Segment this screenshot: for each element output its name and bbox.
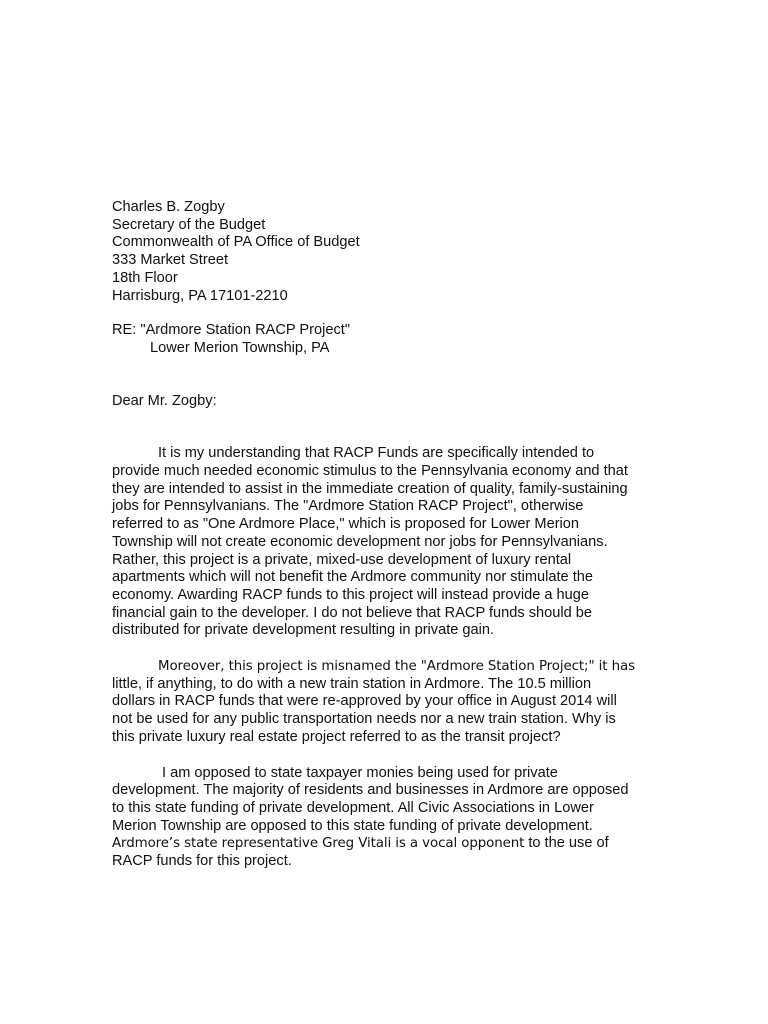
subject-title: RE: "Ardmore Station RACP Project" <box>112 322 351 339</box>
paragraph-line: RACP funds for this project. <box>112 853 292 870</box>
paragraph-line: financial gain to the developer. I do not believe that RACP funds should be <box>112 604 593 621</box>
paragraph-line-mixed <box>112 835 657 853</box>
letter-body <box>112 199 657 871</box>
paragraph-2 <box>112 658 657 747</box>
paragraph-line: dollars in RACP funds that were re-approved by your office in August 2014 will <box>112 693 617 710</box>
paragraph-line: provide much needed economic stimulus to the Pennsylvania economy and that <box>112 463 628 480</box>
address-line: Harrisburg, PA 17101-2210 <box>112 287 288 304</box>
paragraph-line-segment: to the use of <box>524 835 609 852</box>
paragraph-line: to this state funding of private development. All Civic Associations in Lower <box>112 799 594 816</box>
paragraph-line: little, if anything, to do with a new train station in Ardmore. The 10.5 million <box>112 675 592 692</box>
paragraph-1 <box>112 445 657 640</box>
address-line: 333 Market Street <box>112 252 228 269</box>
paragraph-line: referred to as "One Ardmore Place," which is proposed for Lower Merion <box>112 516 580 533</box>
recipient-address <box>112 199 657 305</box>
address-line: Charles B. Zogby <box>112 199 225 215</box>
paragraph-line: economy. Awarding RACP funds to this project will instead provide a huge <box>112 586 589 603</box>
paragraph-line: not be used for any public transportation needs nor a new train station. Why is <box>112 711 616 728</box>
paragraph-line: they are intended to assist in the immediate creation of quality, family-sustaining <box>112 480 628 497</box>
subject-location: Lower Merion Township, PA <box>150 339 330 356</box>
address-line: Secretary of the Budget <box>112 216 266 233</box>
paragraph-line-alt-segment: Ardmore’s state representative Greg Vitali is a vocal opponent <box>112 836 525 852</box>
paragraph-line: distributed for private development resulting in private gain. <box>112 622 495 639</box>
paragraph-3 <box>112 765 657 871</box>
paragraph-line: I am opposed to state taxpayer monies being used for private <box>162 764 558 781</box>
salutation: Dear Mr. Zogby: <box>112 392 217 409</box>
paragraph-line: development. The majority of residents and businesses in Ardmore are opposed <box>112 782 629 799</box>
address-line: Commonwealth of PA Office of Budget <box>112 234 360 251</box>
paragraph-line: this private luxury real estate project referred to as the transit project? <box>112 728 561 745</box>
subject-line <box>112 322 657 357</box>
paragraph-line: apartments which will not benefit the Ardmore community nor stimulate the <box>112 569 594 586</box>
paragraph-line: Township will not create economic development nor jobs for Pennsylvanians. <box>112 533 608 550</box>
paragraph-line: Moreover, this project is misnamed the "Ardmore Station Project;" it has <box>158 659 635 675</box>
address-line: 18th Floor <box>112 269 178 286</box>
paragraph-line: Merion Township are opposed to this state funding of private development. <box>112 817 593 834</box>
paragraph-line: It is my understanding that RACP Funds are specifically intended to <box>158 445 595 462</box>
paragraph-line: Rather, this project is a private, mixed-use development of luxury rental <box>112 551 572 568</box>
paragraph-line: jobs for Pennsylvanians. The "Ardmore Station RACP Project", otherwise <box>112 498 584 515</box>
